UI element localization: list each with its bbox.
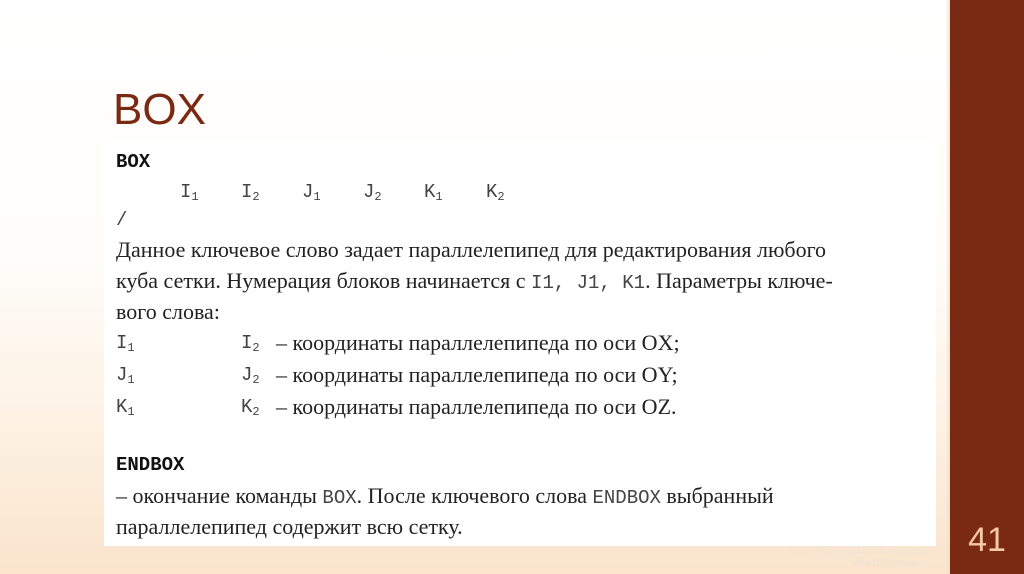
sidebar-edge	[946, 0, 950, 574]
footer-email: inna10@inbox.ru	[852, 558, 928, 569]
footer-contact	[790, 546, 928, 570]
block-start-code: I1, J1, K1	[531, 272, 646, 294]
slide-number: 41	[968, 521, 1006, 559]
param-j2: $J_2$	[363, 181, 382, 204]
axis-a: $K_1$	[116, 396, 135, 419]
description-line-2: куба сетки. Нумерация блоков начинается с I1, J1, K1. Параметры ключе-	[116, 268, 833, 294]
description-line-3: вого слова:	[116, 299, 220, 324]
slash-terminator: /	[116, 209, 128, 231]
axis-b: $J_2$	[241, 364, 260, 387]
param-i1: $I_1$	[180, 181, 199, 204]
end-line-1: – окончание команды BOX. После ключевого слова ENDBOX выбранный	[116, 483, 774, 509]
content-panel	[104, 140, 936, 546]
axis-a: $J_1$	[116, 364, 135, 387]
axis-b: $K_2$	[241, 396, 260, 419]
keyword-box: BOX	[116, 151, 151, 173]
keyword-endbox: ENDBOX	[116, 454, 185, 476]
param-i2: $I_2$	[241, 181, 260, 204]
code-endbox: ENDBOX	[592, 487, 661, 509]
code-box: BOX	[322, 487, 357, 509]
axis-b: $I_2$	[241, 332, 260, 355]
param-k2: $K_2$	[486, 181, 505, 204]
param-k1: $K_1$	[424, 181, 443, 204]
param-j1: $J_1$	[302, 181, 321, 204]
right-sidebar	[950, 0, 1024, 574]
axis-text: – координаты параллелепипеда по оси OZ.	[276, 394, 677, 419]
axis-text: – координаты параллелепипеда по оси OY;	[276, 362, 678, 387]
footer-phone-email: тел. 8(912)9244778 эл.почта	[789, 546, 928, 557]
axis-a: $I_1$	[116, 332, 135, 355]
slide-title: BOX	[113, 85, 206, 134]
end-line-2: параллелепипед содержит всю сетку.	[116, 514, 463, 539]
axis-text: – координаты параллелепипеда по оси OX;	[276, 330, 680, 355]
description-line-1: Данное ключевое слово задает параллелепипед для редактирования любого	[116, 237, 827, 262]
